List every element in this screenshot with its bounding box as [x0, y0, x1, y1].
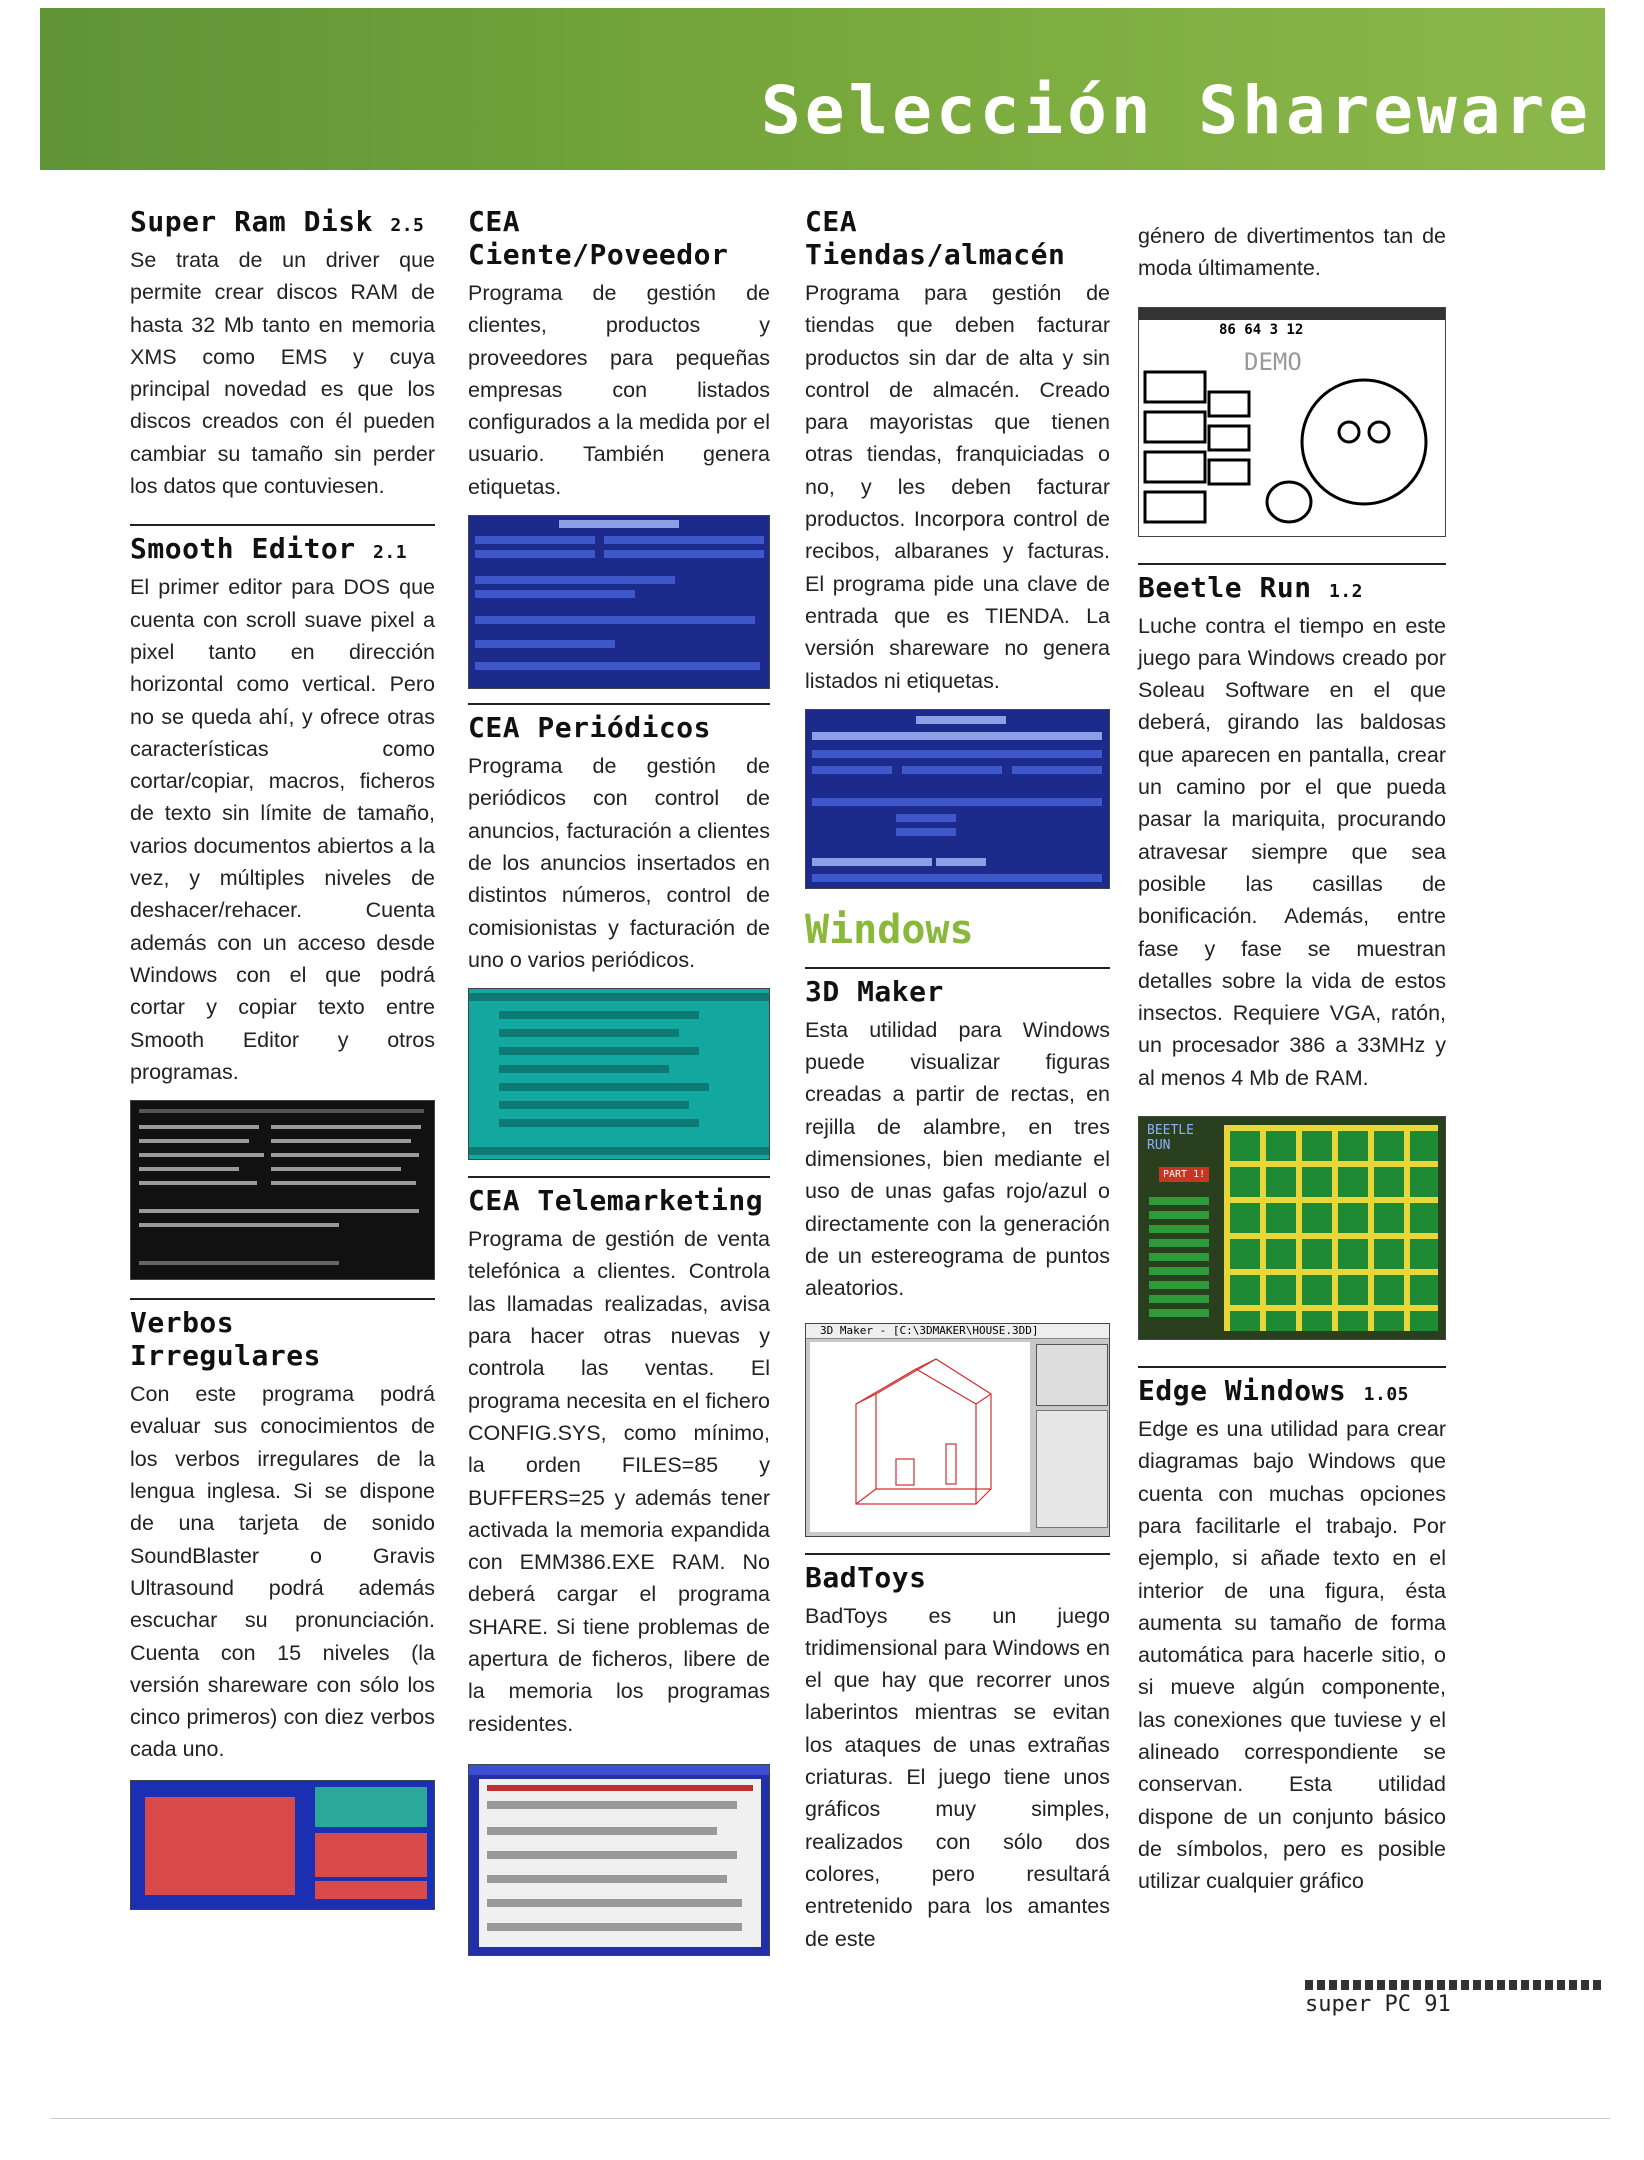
article-title: CEA Telemarketing: [468, 1184, 764, 1218]
article-body: Se trata de un driver que permite crear discos RAM de hasta 32 Mb tanto en memoria XMS como EMS y cuya principal novedad es que los discos creados con él pueden cambiar su tamaño sin perder los datos que contuviesen.: [130, 248, 435, 499]
part-button[interactable]: PART 1!: [1159, 1167, 1209, 1182]
beetle-run-screenshot: [1138, 1116, 1446, 1340]
article-body: Esta utilidad para Windows puede visualizar figuras creadas a partir de rectas, en rejilla de alambre, en tres dimensiones, bien mediante el uso de unas gafas rojo/azul o directamente con la generación de un estereograma de puntos aleatorios.: [805, 1017, 1110, 1301]
article-verbos-irregulares: [130, 1306, 435, 1766]
divider: [130, 1298, 435, 1300]
article-body: Programa de gestión de venta telefónica a clientes. Controla las llamadas realizadas, avisa para hacer otras nuevas y controla las ventas. El programa necesita en el fichero CONFIG.SYS, como mínimo, la orden FILES=85 y BUFFERS=25 y además tener activada la memoria expandida con EMM386.EXE RAM. No deberá cargar el programa SHARE. Si tiene problemas de apertura de ficheros, libere de la memoria los programas residentes.: [468, 1227, 770, 1736]
article-body: Programa para gestión de tiendas que deben facturar productos sin dar de alta y sin control de almacén. Creado para mayoristas que tienen otras tiendas, franquiciadas o no, y les deben facturar productos. Incorpora control de recibos, albaranes y facturas. El programa pide una clave de entrada que es TIENDA. La versión shareware no genera listados ni etiquetas.: [805, 281, 1110, 693]
column-3: [805, 205, 1110, 1955]
divider: [468, 703, 770, 705]
score-bar: 86 64 3 12: [1219, 321, 1304, 338]
article-title: Edge Windows 1.05: [1138, 1374, 1410, 1408]
game-logo: BEETLE RUN: [1147, 1123, 1194, 1154]
divider: [805, 967, 1110, 969]
smooth-editor-screenshot: [130, 1100, 435, 1280]
article-title: Smooth Editor 2.1: [130, 532, 408, 566]
badtoys-screenshot: [1138, 307, 1446, 537]
maze-view: [1139, 342, 1446, 536]
article-title: CEA Periódicos: [468, 711, 712, 745]
article-3d-maker: [805, 975, 1110, 1305]
verbos-screenshot: [130, 1780, 435, 1910]
cea-clientes-screenshot: [468, 515, 770, 689]
article-body: Edge es una utilidad para crear diagramas bajo Windows que cuenta con muchas opciones para facilitarle el trabajo. Por ejemplo, si añade texto en el interior de una figura, ésta aumenta su tamaño de forma automática para hacerle sitio, o si mueve algún componente, las conexiones que tuviese y el alineado correspondiente se conservan. Esta utilidad dispone de un conjunto básico de símbolos, pero es posible utilizar cualquier gráfico: [1138, 1417, 1446, 1894]
article-body: Con este programa podrá evaluar sus conocimientos de los verbos irregulares de la lengua inglesa. Si se dispone de una tarjeta de sonido SoundBlaster o Gravis Ultrasound podrá además escuchar su pronunciación. Cuenta con 15 niveles (la versión shareware con sólo los cinco primeros) con diez verbos cada uno.: [130, 1382, 435, 1762]
divider: [1138, 563, 1446, 565]
cea-periodicos-screenshot: [468, 988, 770, 1160]
footer-dots: [1305, 1980, 1605, 1990]
article-body: Programa de gestión de periódicos con control de anuncios, facturación a clientes de los anuncios insertados en distintos números, control de comisionistas y facturación de uno o varios periódicos.: [468, 754, 770, 972]
article-beetle-run: [1138, 571, 1446, 1094]
article-body: Luche contra el tiempo en este juego para Windows creado por Soleau Software en el que deberá, girando las baldosas que aparecen en pantalla, crear un camino por el que pueda pasar la mariquita, procurando atravesar siempre que sea posible las casillas de bonificación. Además, entre fase y fase se muestran detalles sobre la vida de estos insectos. Requiere VGA, ratón, un procesador 386 a 33MHz y al menos 4 Mb de RAM.: [1138, 613, 1446, 1090]
divider: [468, 1176, 770, 1178]
article-cea-periodicos: [468, 711, 770, 976]
options-panel: [1036, 1410, 1108, 1528]
article-body-continued: género de divertimentos tan de moda últimamente.: [1138, 224, 1446, 281]
article-badtoys: [805, 1561, 1110, 1955]
divider: [1138, 1366, 1446, 1368]
article-title: Super Ram Disk 2.5: [130, 205, 425, 238]
article-cea-clientes: [468, 205, 770, 503]
article-super-ram-disk: [130, 205, 435, 502]
navigation-arrows[interactable]: [1036, 1344, 1108, 1406]
divider: [805, 1553, 1110, 1555]
tile-grid[interactable]: [1224, 1125, 1438, 1331]
article-cea-tiendas: [805, 205, 1110, 697]
article-cea-telemarketing: [468, 1184, 770, 1740]
article-title: Beetle Run 1.2: [1138, 570, 1363, 604]
article-edge-windows: [1138, 1374, 1446, 1897]
cea-tiendas-screenshot: [805, 709, 1110, 889]
window-title: 3D Maker - [C:\3DMAKER\HOUSE.3DD]: [820, 1323, 1039, 1337]
house-wireframe: [826, 1354, 1016, 1524]
column-2: [468, 205, 770, 1968]
bottom-rule: [50, 2118, 1610, 2119]
article-title: Verbos Irregulares: [130, 1306, 321, 1373]
article-title: 3D Maker: [805, 974, 944, 1008]
article-body: El primer editor para DOS que cuenta con scroll suave pixel a pixel tanto en dirección horizontal como vertical. Pero no se queda ahí, y ofrece otras características como cortar/copiar, macros, ficheros de texto sin límite de tamaño, varios documentos abiertos a la vez, y múltiples niveles de deshacer/rehacer. Cuenta además con un acceso desde Windows con el que podrá cortar y copiar texto entre Smooth Editor y otros programas.: [130, 575, 435, 1084]
cea-telemarketing-screenshot: [468, 1764, 770, 1956]
demo-label: DEMO: [1244, 347, 1302, 376]
3d-maker-screenshot: [805, 1323, 1110, 1537]
article-smooth-editor: [130, 532, 435, 1088]
page-footer: super PC 91: [1305, 1992, 1451, 2017]
article-body: BadToys es un juego tridimensional para Windows en el que hay que recorrer unos laberintos mientras se evitan los ataques de unas extrañas criaturas. El juego tiene unos gráficos muy simples, realizados con sólo dos colores, pero resultará entretenido para los amantes de este: [805, 1603, 1110, 1951]
divider: [130, 524, 435, 526]
column-1: [130, 205, 435, 1922]
article-title: CEA Ciente/Poveedor: [468, 205, 729, 271]
article-title: CEA Tiendas/almacén: [805, 205, 1066, 271]
article-title: BadToys: [805, 1560, 927, 1594]
windows-heading: Windows: [805, 906, 974, 953]
column-4: [1138, 220, 1446, 1898]
section-title: Selección Shareware: [761, 72, 1592, 149]
article-body: Programa de gestión de clientes, productos y proveedores para pequeñas empresas con listados configurados a la medida por el usuario. También genera etiquetas.: [468, 281, 770, 499]
